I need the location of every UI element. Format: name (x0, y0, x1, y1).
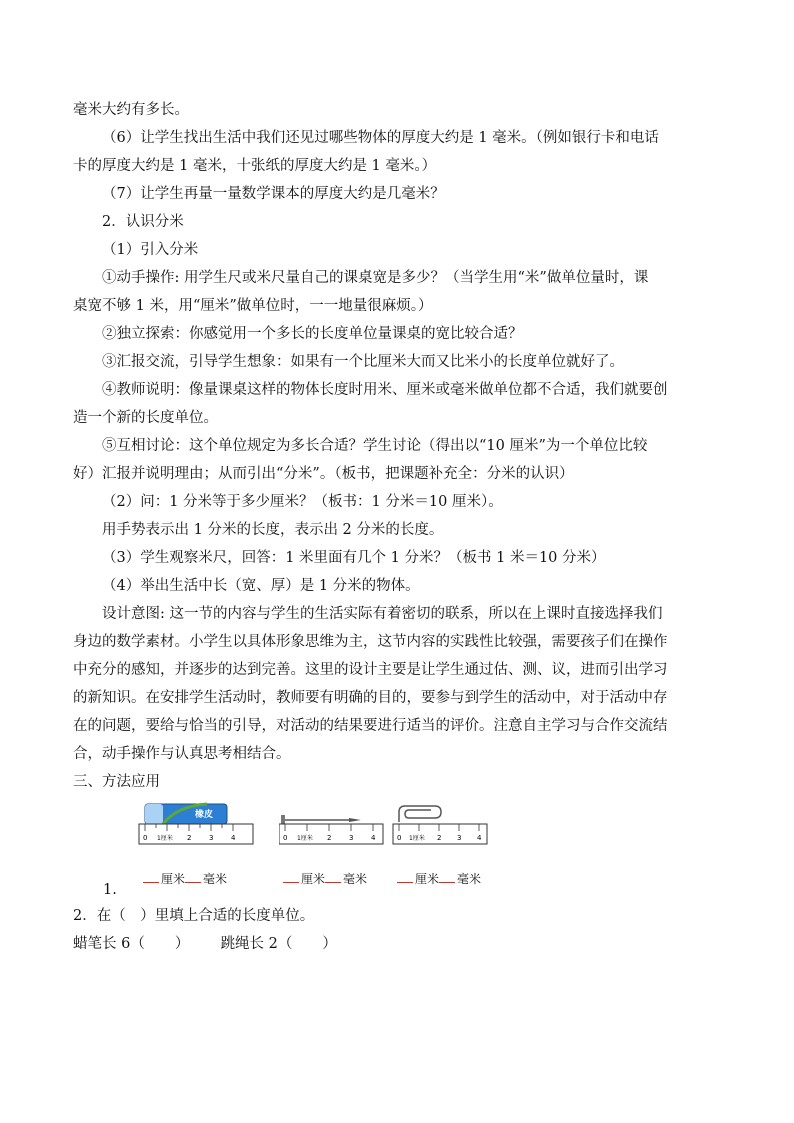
ruler-tick-label: 3 (209, 834, 214, 842)
design-intent-line: 的新知识。在安排学生活动时，教师要有明确的目的，要参与到学生的活动中，对于活动中存 (73, 690, 668, 706)
text-line: 桌宽不够 1 米，用“厘米”做单位时，一一地量很麻烦。） (73, 298, 433, 314)
section-heading: 2．认识分米 (102, 214, 184, 230)
text-line: 卡的厚度大约是 1 毫米，十张纸的厚度大约是 1 毫米。） (73, 158, 437, 174)
clip-ruler-illustration (391, 800, 491, 852)
answer-caption: 厘米 毫米 (143, 870, 227, 887)
eraser-ruler-figure (137, 800, 297, 892)
question-2-prompt: 2．在（ ）里填上合适的长度单位。 (73, 908, 315, 924)
ruler-tick-label: 3 (349, 834, 354, 842)
answer-blank[interactable] (325, 870, 341, 883)
text-line: 好）汇报并说明理由；从而引出“分米”。（板书，把课题补充全：分米的认识） (73, 466, 574, 482)
text-line: （7）让学生再量一量数学课本的厚度大约是几毫米？ (102, 186, 445, 202)
pin-tip (349, 818, 361, 822)
question-number: 1. (103, 882, 117, 898)
ruler-tick-label: 4 (371, 834, 376, 842)
ruler-tick-label: 0 (283, 834, 288, 842)
text-line: （4）举出生活中长（宽、厚）是 1 分米的物体。 (102, 578, 420, 594)
text-line: 造一个新的长度单位。 (73, 410, 218, 426)
text-line: ②独立探索：你感觉用一个多长的长度单位量课桌的宽比较合适？ (102, 326, 523, 342)
clip-ruler-figure (391, 800, 551, 892)
text-line: 毫米大约有多长。 (73, 102, 189, 118)
answer-caption: 厘米 毫米 (397, 870, 481, 887)
ruler-tick-label: 2 (187, 834, 192, 842)
exercise-figures (73, 800, 723, 898)
subsection-heading: （1）引入分米 (102, 242, 199, 258)
answer-blank[interactable] (397, 870, 413, 883)
ruler-tick-label: 1厘米 (409, 835, 425, 842)
design-intent-line: 合，动手操作与认真思考相结合。 (73, 746, 291, 762)
eraser-end (145, 804, 163, 824)
section-heading: 三、方法应用 (73, 774, 160, 790)
text-line: 用手势表示出 1 分米的长度，表示出 2 分米的长度。 (102, 522, 444, 538)
eraser-label: 橡皮 (195, 810, 214, 820)
question-2-items: 蜡笔长 6（ ） 跳绳长 2（ ） (73, 936, 337, 952)
ruler-tick-label: 0 (397, 834, 402, 842)
text-line: （3）学生观察米尺，回答：1 米里面有几个 1 分米？（板书 1 米＝10 分米） (102, 550, 606, 566)
design-intent-line: 身边的数学素材。小学生以具体形象思维为主，这节内容的实践性比较强，需要孩子们在操作 (73, 634, 668, 650)
ruler-tick-label: 2 (327, 834, 332, 842)
text-line: （6）让学生找出生活中我们还见过哪些物体的厚度大约是 1 毫米。（例如银行卡和电话 (102, 130, 659, 146)
eraser-ruler-illustration (137, 800, 257, 852)
design-intent-line: 设计意图: 这一节的内容与学生的生活实际有着密切的联系，所以在上课时直接选择我们 (102, 606, 663, 622)
ruler-tick-label: 4 (231, 834, 236, 842)
pin-ruler-illustration (279, 800, 389, 852)
text-line: （2）问：1 分米等于多少厘米？（板书：1 分米＝10 厘米）。 (102, 494, 503, 510)
document-page (73, 96, 723, 958)
ruler-tick-label: 1厘米 (157, 835, 173, 842)
ruler-tick-label: 3 (457, 834, 462, 842)
answer-blank[interactable] (185, 870, 201, 883)
answer-caption: 厘米 毫米 (283, 870, 367, 887)
answer-blank[interactable] (439, 870, 455, 883)
ruler-tick-label: 2 (437, 834, 442, 842)
ruler-tick-label: 4 (477, 834, 482, 842)
ruler-tick-label: 0 (143, 834, 148, 842)
design-intent-line: 中充分的感知，并逐步的达到完善。这里的设计主要是让学生通过估、测、议，进而引出学习 (73, 662, 668, 678)
text-line: ①动手操作: 用学生尺或米尺量自己的课桌宽是多少？（当学生用“米”做单位量时，课 (102, 270, 649, 286)
text-line: ⑤互相讨论：这个单位规定为多长合适？学生讨论（得出以“10 厘米”为一个单位比较 (102, 438, 648, 454)
text-line: ④教师说明：像量课桌这样的物体长度时用米、厘米或毫米做单位都不合适，我们就要创 (102, 382, 668, 398)
answer-blank[interactable] (143, 870, 159, 883)
answer-blank[interactable] (283, 870, 299, 883)
ruler-tick-label: 1厘米 (297, 835, 313, 842)
text-line: ③汇报交流，引导学生想象：如果有一个比厘米大而又比米小的长度单位就好了。 (102, 354, 624, 370)
paper-clip (399, 806, 441, 822)
design-intent-line: 在的问题，要给与恰当的引导，对活动的结果要进行适当的评价。注意自主学习与合作交流结 (73, 718, 668, 734)
